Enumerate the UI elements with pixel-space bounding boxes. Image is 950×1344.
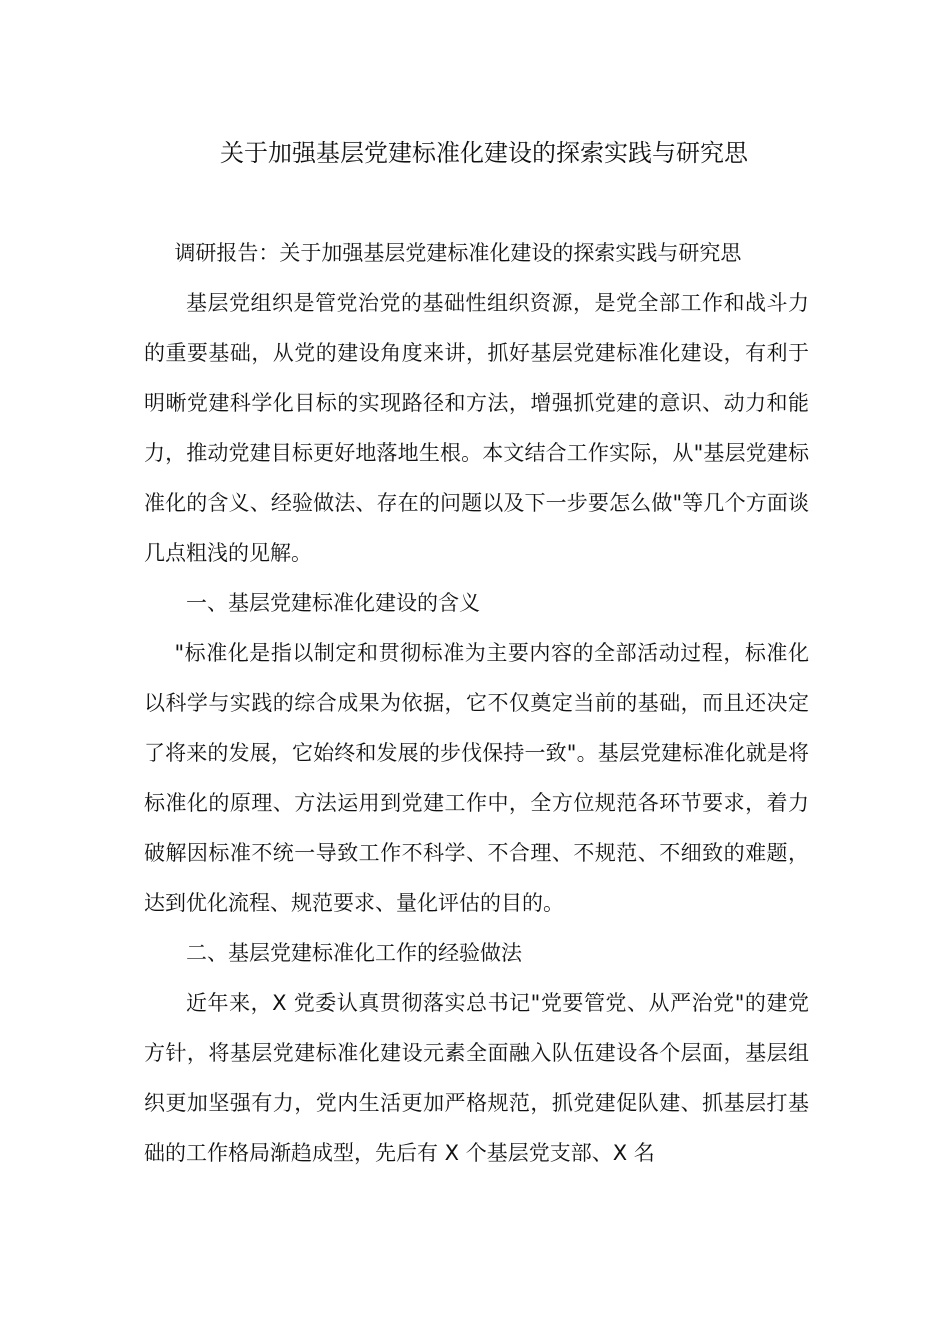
section-2-paragraph: 近年来，X 党委认真贯彻落实总书记"党要管党、从严治党"的建党方针，将基层党建标准化建设元素全面融入队伍建设各个层面，基层组织更加坚强有力，党内生活更加严格规范，抓党建促队建、抓基层打基础的工作格局渐趋成型，先后有 X 个基层党支部、X 名 [144, 991, 809, 1165]
intro-paragraph: 基层党组织是管党治党的基础性组织资源，是党全部工作和战斗力的重要基础，从党的建设角度来讲，抓好基层党建标准化建设，有利于明晰党建科学化目标的实现路径和方法，增强抓党建的意识、动力和能力，推动党建目标更好地落地生根。本文结合工作实际，从"基层党建标准化的含义、经验做法、存在的问题以及下一步要怎么做"等几个方面谈几点粗浅的见解。 [144, 291, 809, 565]
section-1-paragraph: "标准化是指以制定和贯彻标准为主要内容的全部活动过程，标准化以科学与实践的综合成果为依据，它不仅奠定当前的基础，而且还决定了将来的发展，它始终和发展的步伐保持一致"。基层党建标准化就是将标准化的原理、方法运用到党建工作中，全方位规范各环节要求，着力破解因标准不统一导致工作不科学、不合理、不规范、不细致的难题，达到优化流程、规范要求、量化评估的目的。 [144, 641, 809, 915]
section-heading-1: 一、基层党建标准化建设的含义 [186, 591, 480, 615]
section-heading-2: 二、基层党建标准化工作的经验做法 [186, 941, 522, 965]
document-body [144, 228, 809, 1178]
document-title: 关于加强基层党建标准化建设的探索实践与研究思 [220, 139, 748, 167]
report-subtitle-paragraph: 调研报告：关于加强基层党建标准化建设的探索实践与研究思 [174, 241, 742, 265]
